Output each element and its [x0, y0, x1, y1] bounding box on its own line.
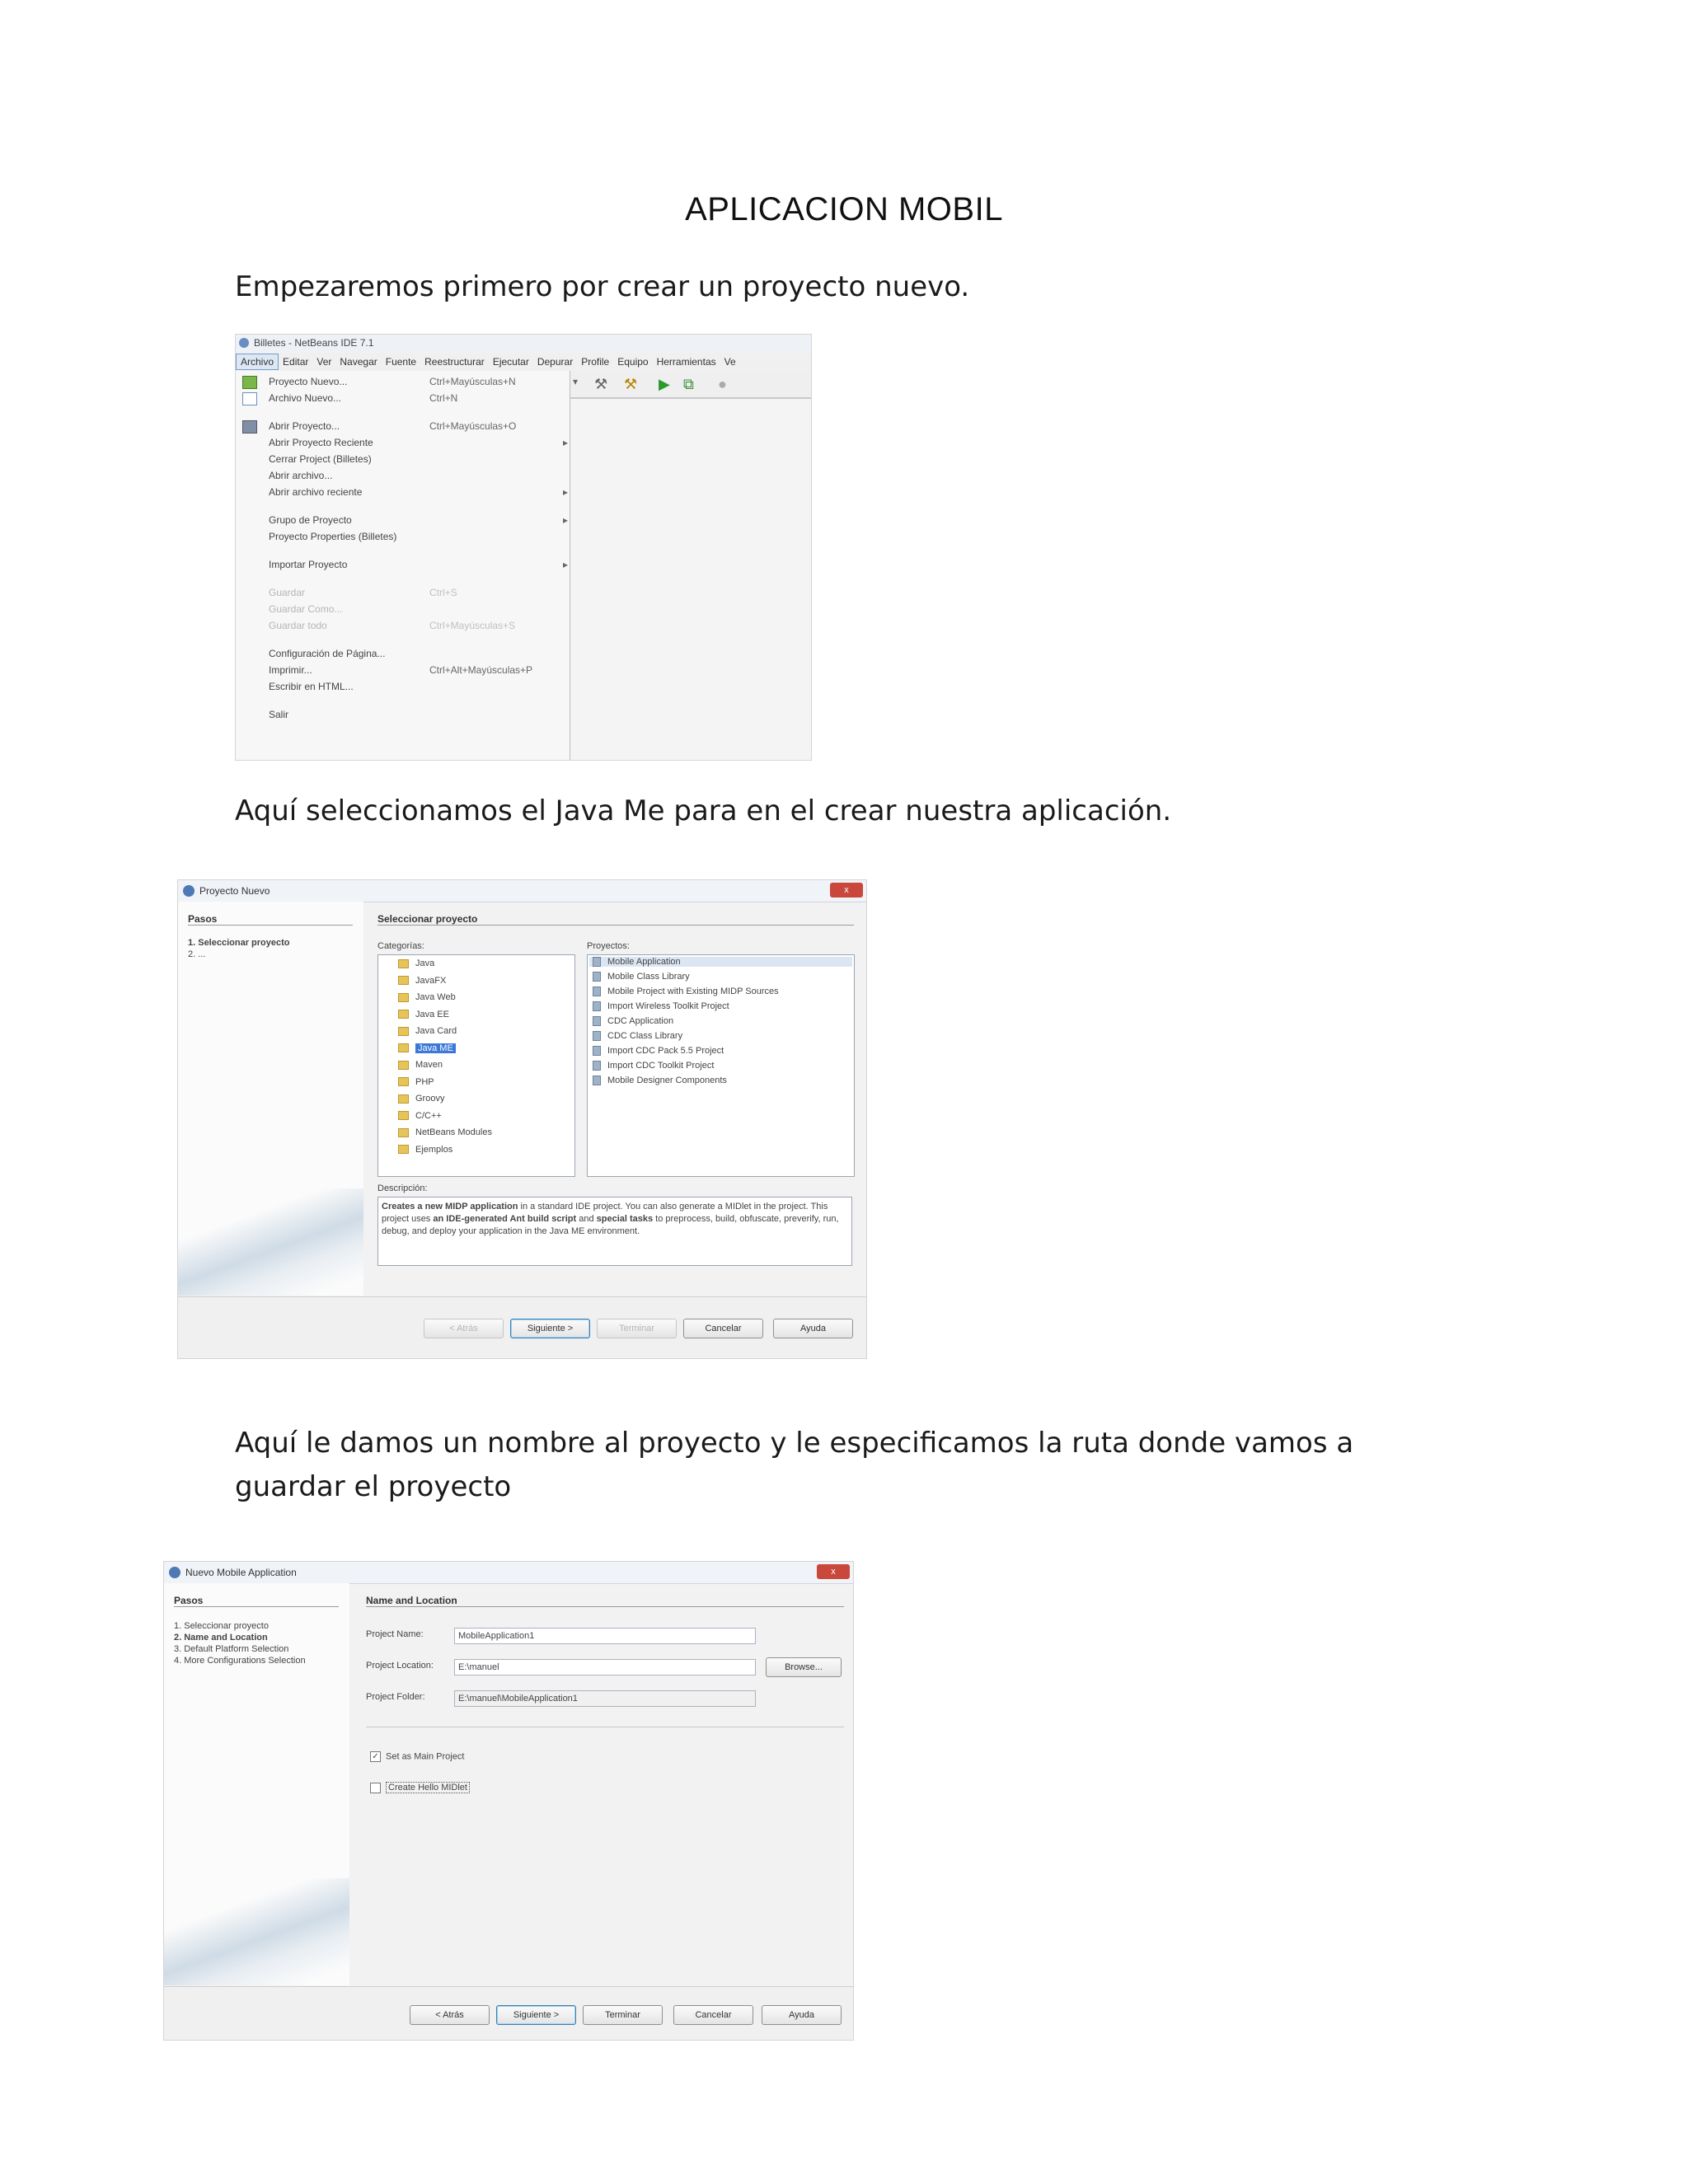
submenu-arrow-icon: ▸: [563, 486, 569, 498]
step-1: 1. Seleccionar proyecto: [188, 938, 290, 948]
menu-item-label: Escribir en HTML...: [269, 681, 354, 692]
menu-item-label: Proyecto Nuevo...: [269, 376, 348, 387]
file-menu-item[interactable]: [269, 376, 516, 387]
category-label: Java EE: [415, 1009, 449, 1019]
mobile-project-icon: [593, 972, 601, 982]
button-bar: [178, 1296, 866, 1358]
folder-icon: [398, 1043, 409, 1052]
mobile-project-icon: [593, 1001, 601, 1011]
category-item[interactable]: [398, 1026, 457, 1036]
hammer-icon[interactable]: ⚒: [594, 376, 608, 392]
description-text: and: [576, 1214, 597, 1224]
new-project-dialog: [177, 879, 867, 1359]
cancel-button[interactable]: Cancelar: [683, 1319, 763, 1338]
menu-depurar[interactable]: Depurar: [537, 356, 574, 368]
category-item[interactable]: [398, 1094, 444, 1104]
category-label: Maven: [415, 1060, 443, 1070]
menu-item-label: Importar Proyecto: [269, 559, 348, 570]
menu-item-label: Proyecto Properties (Billetes): [269, 531, 397, 542]
mobile-project-icon: [593, 1016, 601, 1026]
projects-list[interactable]: [587, 954, 855, 1177]
project-type-item[interactable]: [589, 957, 852, 967]
finish-button[interactable]: Terminar: [597, 1319, 677, 1338]
menu-item-label: Cerrar Project (Billetes): [269, 453, 372, 465]
project-type-label: CDC Application: [607, 1016, 674, 1026]
steps-heading: Pasos: [174, 1595, 339, 1607]
menu-reestructurar[interactable]: Reestructurar: [424, 356, 485, 368]
main-project-label: Set as Main Project: [386, 1751, 465, 1762]
dialog-title: Proyecto Nuevo: [199, 885, 270, 897]
steps-panel: [164, 1583, 349, 1985]
category-item[interactable]: [398, 1010, 449, 1019]
paragraph-java-me: Aquí seleccionamos el Java Me para en el crear nuestra aplicación.: [235, 794, 1172, 827]
file-menu-item[interactable]: [269, 514, 569, 526]
category-item[interactable]: [398, 1145, 452, 1155]
description-label: Descripción:: [377, 1183, 428, 1193]
description-highlight: special tasks: [596, 1214, 654, 1224]
new-file-icon: [242, 392, 257, 405]
project-location-field[interactable]: E:\manuel: [454, 1659, 756, 1675]
close-icon[interactable]: x: [830, 883, 863, 898]
step-4: 4. More Configurations Selection: [174, 1656, 306, 1666]
menu-profile[interactable]: Profile: [581, 356, 610, 368]
ide-menubar: [236, 353, 811, 372]
menu-item-label: Abrir Proyecto...: [269, 420, 340, 432]
help-button[interactable]: Ayuda: [762, 2005, 842, 2025]
description-highlight: Creates a new MIDP application: [382, 1202, 518, 1212]
steps-panel: [178, 902, 363, 1296]
category-label: JavaFX: [415, 975, 447, 986]
menu-item-shortcut: Ctrl+N: [429, 392, 458, 404]
run-icon[interactable]: ▶: [659, 376, 670, 392]
close-icon[interactable]: x: [817, 1564, 850, 1579]
category-label: Java Web: [415, 992, 456, 1002]
folder-icon: [398, 1094, 409, 1104]
description-box: [377, 1197, 852, 1266]
netbeans-logo-icon: [183, 885, 195, 897]
step-2: 2. ...: [188, 949, 206, 959]
project-type-label: CDC Class Library: [607, 1031, 683, 1041]
project-type-item[interactable]: [589, 1061, 852, 1071]
file-menu-item[interactable]: [269, 648, 385, 659]
project-name-field[interactable]: MobileApplication1: [454, 1628, 756, 1644]
description-highlight: an IDE-generated Ant build script: [433, 1214, 577, 1224]
netbeans-logo-icon: [169, 1567, 181, 1578]
new-mobile-application-dialog: [163, 1561, 854, 2041]
file-menu-item[interactable]: [269, 603, 342, 615]
project-folder-field: E:\manuel\MobileApplication1: [454, 1690, 756, 1707]
file-menu-item[interactable]: [269, 392, 458, 404]
menu-navegar[interactable]: Navegar: [340, 356, 377, 368]
category-item[interactable]: [398, 1077, 434, 1087]
mobile-project-icon: [593, 1061, 601, 1071]
category-item[interactable]: [398, 1043, 456, 1053]
section-title: Seleccionar proyecto: [377, 913, 854, 926]
category-label: NetBeans Modules: [415, 1127, 492, 1137]
project-type-item[interactable]: [589, 1076, 852, 1085]
hello-midlet-option[interactable]: [370, 1783, 470, 1793]
menu-item-label: Grupo de Proyecto: [269, 514, 352, 526]
mobile-project-icon: [593, 957, 601, 967]
project-name-label: Project Name:: [366, 1629, 424, 1639]
file-menu-item[interactable]: [269, 470, 332, 481]
project-type-item[interactable]: [589, 1016, 852, 1026]
dialog-title-bar: [178, 880, 866, 902]
step-3: 3. Default Platform Selection: [174, 1644, 289, 1654]
project-type-label: Mobile Application: [607, 957, 681, 967]
main-project-checkbox[interactable]: ✓: [370, 1751, 381, 1762]
section-title: Name and Location: [366, 1595, 844, 1607]
ide-window-title-text: Billetes - NetBeans IDE 7.1: [254, 337, 374, 349]
file-menu-item[interactable]: [269, 437, 569, 448]
ide-screenshot: [235, 334, 812, 761]
next-button[interactable]: Siguiente >: [496, 2005, 576, 2025]
file-menu-item[interactable]: [269, 681, 354, 692]
profile-icon[interactable]: ●: [718, 376, 727, 392]
project-type-label: Import CDC Toolkit Project: [607, 1061, 715, 1071]
folder-icon: [398, 1077, 409, 1086]
step-1: 1. Seleccionar proyecto: [174, 1621, 269, 1631]
file-menu-item[interactable]: [269, 559, 569, 570]
category-item[interactable]: [398, 1127, 492, 1137]
paragraph-intro: Empezaremos primero por crear un proyecto nuevo.: [235, 270, 970, 303]
folder-icon: [398, 1027, 409, 1036]
clean-build-icon[interactable]: ⚒: [624, 376, 638, 392]
project-type-label: Import Wireless Toolkit Project: [607, 1001, 729, 1011]
paragraph-name-location: Aquí le damos un nombre al proyecto y le especificamos la ruta donde vamos a guardar el proyecto: [235, 1427, 1354, 1503]
main-project-option[interactable]: [370, 1751, 464, 1762]
description-text: in a standard IDE project. You can also generate a MIDlet in the project. This project uses: [382, 1202, 828, 1224]
hello-midlet-label: Create Hello MIDlet: [386, 1782, 470, 1793]
file-menu-item[interactable]: [269, 664, 533, 676]
ide-toolbar: [570, 371, 811, 399]
menu-ejecutar[interactable]: Ejecutar: [492, 356, 529, 368]
menu-fuente[interactable]: Fuente: [385, 356, 417, 368]
menu-item-shortcut: Ctrl+Mayúsculas+S: [429, 620, 516, 631]
categories-label: Categorías:: [377, 941, 424, 951]
finish-button[interactable]: Terminar: [583, 2005, 663, 2025]
step-2: 2. Name and Location: [174, 1633, 268, 1643]
file-menu-item[interactable]: [269, 453, 372, 465]
folder-icon: [398, 976, 409, 985]
menu-editar[interactable]: Editar: [283, 356, 309, 368]
category-label: C/C++: [415, 1110, 442, 1121]
folder-icon: [398, 993, 409, 1002]
file-menu-item[interactable]: [269, 620, 516, 631]
netbeans-logo-icon: [239, 338, 249, 348]
projects-label: Proyectos:: [587, 941, 630, 951]
file-menu-item[interactable]: [269, 486, 569, 498]
category-item[interactable]: [398, 958, 434, 968]
wizard-graphic: [164, 1878, 349, 1985]
steps-heading: Pasos: [188, 913, 353, 926]
category-label: Ejemplos: [415, 1144, 453, 1155]
category-label: Java ME: [415, 1043, 456, 1053]
browse-button[interactable]: Browse...: [766, 1657, 842, 1677]
project-location-label: Project Location:: [366, 1661, 434, 1671]
folder-icon: [398, 1010, 409, 1019]
file-menu-item[interactable]: [269, 587, 457, 598]
mobile-project-icon: [593, 1076, 601, 1085]
menu-archivo[interactable]: Archivo: [236, 354, 279, 370]
folder-icon: [398, 1111, 409, 1120]
project-type-label: Import CDC Pack 5.5 Project: [607, 1046, 724, 1056]
menu-item-label: Abrir Proyecto Reciente: [269, 437, 373, 448]
menu-item-label: Imprimir...: [269, 664, 312, 676]
project-type-item[interactable]: [589, 972, 852, 982]
folder-icon: [398, 1061, 409, 1070]
menu-item-label: Guardar todo: [269, 620, 327, 631]
mobile-project-icon: [593, 987, 601, 996]
mobile-project-icon: [593, 1046, 601, 1056]
back-button[interactable]: < Atrás: [410, 2005, 490, 2025]
mobile-project-icon: [593, 1031, 601, 1041]
next-button[interactable]: Siguiente >: [510, 1319, 590, 1338]
folder-icon: [398, 959, 409, 968]
open-project-icon: [242, 420, 257, 434]
project-type-label: Mobile Project with Existing MIDP Sources: [607, 987, 779, 996]
menu-herramientas[interactable]: Herramientas: [656, 356, 716, 368]
category-item[interactable]: [398, 1060, 443, 1070]
help-button[interactable]: Ayuda: [773, 1319, 853, 1338]
back-button[interactable]: < Atrás: [424, 1319, 504, 1338]
submenu-arrow-icon: ▸: [563, 559, 569, 570]
debug-icon[interactable]: ⧉: [683, 376, 694, 392]
project-type-item[interactable]: [589, 1031, 852, 1041]
file-menu-dropdown: [236, 371, 570, 760]
menu-item-label: Salir: [269, 709, 289, 720]
wizard-graphic: [178, 1188, 363, 1296]
dialog-title-bar: [164, 1562, 853, 1584]
category-label: Groovy: [415, 1094, 445, 1104]
dropdown-arrow-icon[interactable]: ▾: [573, 376, 579, 387]
menu-item-label: Guardar Como...: [269, 603, 343, 615]
file-menu-item[interactable]: [269, 709, 288, 720]
menu-item-shortcut: Ctrl+Mayúsculas+O: [429, 420, 517, 432]
menu-item-label: Configuración de Página...: [269, 648, 386, 659]
dialog-title: Nuevo Mobile Application: [185, 1567, 297, 1578]
project-type-item[interactable]: [589, 1001, 852, 1011]
folder-icon: [398, 1128, 409, 1137]
menu-item-shortcut: Ctrl+S: [429, 587, 457, 598]
project-type-item[interactable]: [589, 987, 852, 996]
hello-midlet-checkbox[interactable]: [370, 1783, 381, 1793]
menu-item-label: Abrir archivo...: [269, 470, 333, 481]
menu-item-label: Archivo Nuevo...: [269, 392, 342, 404]
category-item[interactable]: [398, 976, 446, 986]
folder-icon: [398, 1145, 409, 1154]
categories-tree[interactable]: [377, 954, 575, 1177]
file-menu-item[interactable]: [269, 531, 396, 542]
project-type-item[interactable]: [589, 1046, 852, 1056]
category-item[interactable]: [398, 992, 456, 1002]
cancel-button[interactable]: Cancelar: [673, 2005, 753, 2025]
menu-item-shortcut: Ctrl+Mayúsculas+N: [429, 376, 516, 387]
menu-item-label: Guardar: [269, 587, 306, 598]
document-title: APLICACION MOBIL: [685, 191, 1003, 227]
category-label: Java: [415, 958, 435, 968]
menu-item-label: Abrir archivo reciente: [269, 486, 363, 498]
menu-item-shortcut: Ctrl+Alt+Mayúsculas+P: [429, 664, 533, 676]
description-text: to preprocess, build, obfuscate, preverify, run, debug, and deploy your application in the Java ME environment.: [382, 1214, 839, 1236]
file-menu-item[interactable]: [269, 420, 517, 432]
project-type-label: Mobile Class Library: [607, 972, 690, 982]
category-item[interactable]: [398, 1111, 442, 1121]
submenu-arrow-icon: ▸: [563, 514, 569, 526]
submenu-arrow-icon: ▸: [563, 437, 569, 448]
new-project-icon: [242, 376, 257, 389]
project-folder-label: Project Folder:: [366, 1692, 425, 1702]
button-bar: [164, 1986, 853, 2040]
menu-ventana[interactable]: Ve: [724, 356, 736, 368]
menu-ver[interactable]: Ver: [316, 356, 332, 368]
category-label: PHP: [415, 1076, 434, 1087]
ide-window-title: [236, 335, 811, 353]
menu-equipo[interactable]: Equipo: [617, 356, 649, 368]
category-label: Java Card: [415, 1026, 457, 1036]
project-type-label: Mobile Designer Components: [607, 1076, 727, 1085]
